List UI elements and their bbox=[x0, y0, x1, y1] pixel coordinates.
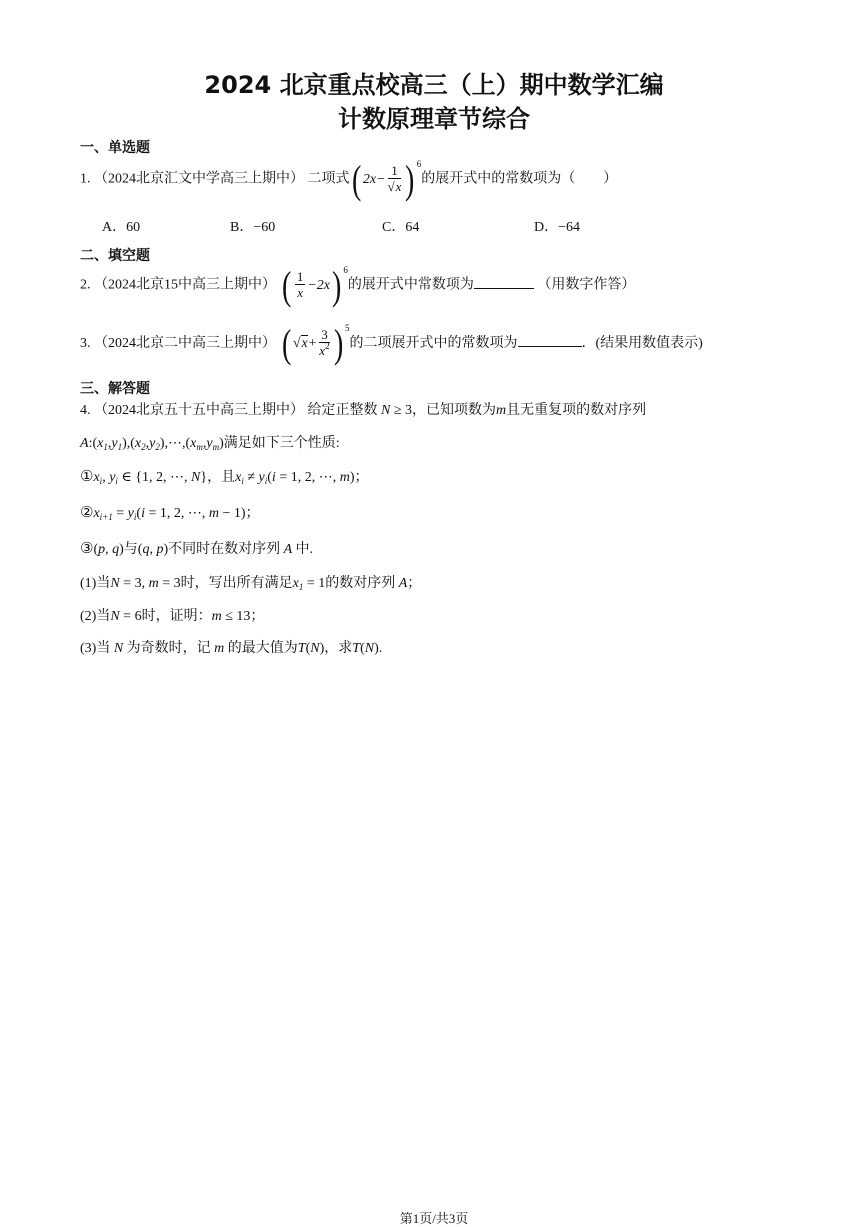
math-inline: $x_1 = 1$ bbox=[292, 576, 326, 592]
subquestion-2 bbox=[80, 605, 264, 625]
math-inline: T(N). bbox=[352, 641, 383, 656]
math-inline: (q, p) bbox=[137, 542, 169, 557]
question-text: ，已知项数为 bbox=[412, 403, 497, 418]
document-title: 2024 北京重点校高三（上）期中数学汇编 bbox=[204, 71, 664, 99]
question-text: 二项式 bbox=[307, 171, 350, 187]
math-inline: m bbox=[210, 641, 228, 656]
question-source: （2024北京15中高三上期中） bbox=[94, 277, 276, 293]
question-note: （用数字作答） bbox=[537, 277, 636, 293]
math-inline: $x_i \ne y_i(i = 1$, 2, ⋯, m)； bbox=[235, 470, 369, 486]
binomial-expression: ( 2x− $\frac{1}{√x}$ ) $^6$ bbox=[351, 156, 422, 202]
question-text: ，且 bbox=[207, 470, 236, 485]
question-note: ．(结果用数值表示) bbox=[581, 336, 703, 352]
question-3 bbox=[80, 321, 703, 366]
question-number: 3. bbox=[80, 336, 91, 352]
math-inline: $x_{i+1} = y_i(i = 1$, 2, ⋯, m − 1)； bbox=[93, 506, 260, 522]
section-heading-solution: 三、解答题 bbox=[80, 381, 150, 397]
math-inline: N bbox=[110, 641, 127, 656]
question-text: (2)当 bbox=[80, 609, 111, 624]
question-text: 时，证明： bbox=[141, 609, 212, 624]
section-heading-fill-blank: 二、填空题 bbox=[80, 248, 150, 264]
math-inline: T(N) bbox=[297, 641, 325, 656]
question-text: 不同时在数对序列 bbox=[168, 542, 281, 557]
property-3 bbox=[80, 538, 313, 558]
option-b[interactable]: B．−60 bbox=[230, 220, 276, 235]
math-inline: A； bbox=[395, 576, 422, 591]
question-text: 时，写出所有满足 bbox=[180, 576, 293, 591]
question-text: 满足如下三个性质: bbox=[223, 436, 340, 451]
question-text: (1)当 bbox=[80, 576, 111, 591]
question-text: 与 bbox=[123, 542, 138, 557]
question-text-tail: 的展开式中的常数项为（ ） bbox=[421, 171, 618, 187]
question-text: 给定正整数 bbox=[307, 403, 378, 418]
question-4-sequence bbox=[80, 432, 340, 452]
property-2 bbox=[80, 502, 260, 522]
section-heading-single-choice: 一、单选题 bbox=[80, 140, 150, 156]
question-text: 为奇数时，记 bbox=[126, 641, 211, 656]
option-d[interactable]: D．−64 bbox=[534, 220, 581, 235]
question-text: 中. bbox=[295, 542, 313, 557]
answer-blank[interactable] bbox=[518, 346, 582, 347]
question-4-intro bbox=[80, 399, 646, 419]
question-text: 的最大值为 bbox=[227, 641, 298, 656]
binomial-expression: ( $\frac{1}{x}$ −2x) $^6$ bbox=[281, 262, 348, 308]
question-text: 且无重复项的数对序列 bbox=[506, 403, 647, 418]
math-inline: N = 6 bbox=[110, 609, 142, 624]
question-2 bbox=[80, 262, 636, 308]
page-footer: 第1页/共3页 bbox=[399, 1211, 469, 1226]
circled-three-icon: ③ bbox=[80, 539, 94, 557]
math-inline: m ≤ 13； bbox=[211, 609, 265, 624]
subquestion-3 bbox=[80, 637, 382, 657]
question-1 bbox=[80, 156, 618, 202]
question-text: ，求 bbox=[324, 641, 353, 656]
question-number: 4. bbox=[80, 403, 91, 418]
option-c[interactable]: C．64 bbox=[382, 220, 420, 235]
math-inline: $x_i$, $y_i$ ∈ {1, 2, ⋯, N} bbox=[93, 470, 208, 486]
question-text: 的展开式中常数项为 bbox=[347, 277, 474, 293]
question-text: 的数对序列 bbox=[325, 576, 396, 591]
math-inline: m bbox=[496, 403, 507, 418]
question-source: （2024北京汇文中学高三上期中） bbox=[94, 171, 304, 187]
subquestion-1 bbox=[80, 572, 421, 592]
question-source: （2024北京二中高三上期中） bbox=[94, 336, 276, 352]
question-text: 的二项展开式中的常数项为 bbox=[349, 336, 518, 352]
math-inline: N ≥ 3 bbox=[377, 403, 413, 418]
circled-two-icon: ② bbox=[80, 503, 94, 521]
document-subtitle: 计数原理章节综合 bbox=[338, 105, 530, 133]
circled-one-icon: ① bbox=[80, 467, 94, 485]
question-number: 1. bbox=[80, 171, 91, 187]
property-1 bbox=[80, 466, 369, 486]
math-inline: (p, q) bbox=[93, 542, 124, 557]
sequence-definition: $A:(x_1,y_1),(x_2,y_2),\cdots,(x_m,y_m)$ bbox=[80, 436, 224, 452]
option-a[interactable]: A．60 bbox=[102, 220, 141, 235]
binomial-expression: ( √x+ $\frac{3}{x^2}$ ) $^5$ bbox=[281, 321, 350, 366]
question-number: 2. bbox=[80, 277, 91, 293]
question-text: (3)当 bbox=[80, 641, 111, 656]
math-inline: A bbox=[280, 542, 296, 557]
math-inline: N = 3, m = 3 bbox=[110, 576, 181, 591]
answer-blank[interactable] bbox=[474, 288, 534, 289]
question-source: （2024北京五十五中高三上期中） bbox=[94, 403, 304, 418]
